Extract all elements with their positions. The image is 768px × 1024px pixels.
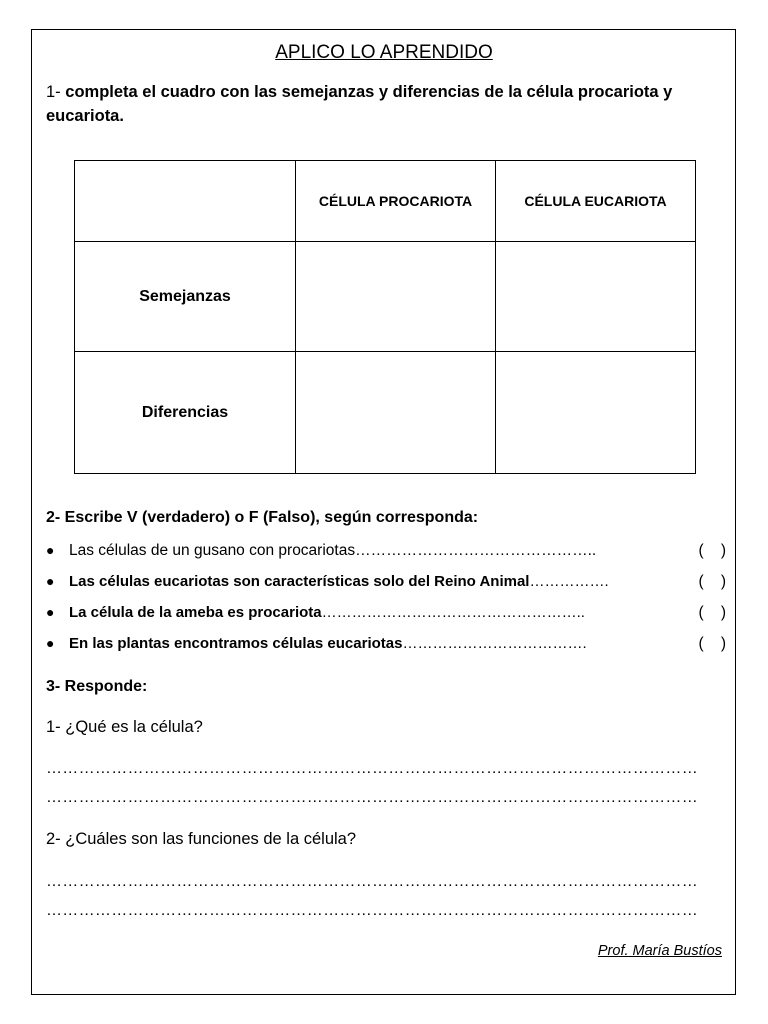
cell-semejanzas-eucariota[interactable] (496, 242, 696, 352)
true-false-list (46, 542, 726, 666)
teacher-signature: Prof. María Bustíos (597, 943, 722, 959)
bullet-icon: ● (46, 604, 55, 620)
item-text-bold: Las células eucariotas son características solo del Reino Animal (69, 573, 530, 590)
item-dots: ……………. (529, 573, 609, 590)
list-item (46, 635, 726, 666)
bullet-icon: ● (46, 635, 55, 651)
bullet-icon: ● (46, 573, 55, 589)
page-title: APLICO LO APRENDIDO (275, 42, 493, 63)
item-dots: ………………………………. (402, 635, 587, 652)
answer-blank[interactable]: ( ) (698, 542, 726, 559)
question-1-number: 1- (46, 83, 61, 101)
row-label-diferencias: Diferencias (75, 352, 296, 474)
answer-line[interactable]: ………………………………………………………………………………………………………… (46, 873, 698, 890)
comparison-table (74, 160, 696, 474)
cell-semejanzas-procariota[interactable] (296, 242, 496, 352)
question-3-heading: 3- Responde: (46, 678, 148, 695)
question-1-text: completa el cuadro con las semejanzas y diferencias de la célula procariota y eucariota. (46, 83, 673, 125)
answer-line[interactable]: ………………………………………………………………………………………………………… (46, 789, 698, 806)
header-procariota: CÉLULA PROCARIOTA (296, 161, 496, 242)
question-1 (46, 80, 726, 128)
item-text-bold: En las plantas encontramos células eucariotas (69, 635, 403, 652)
item-dots: …………………………………………….. (321, 604, 585, 621)
item-dots: ……………………………………….. (355, 542, 597, 559)
table-corner-cell (75, 161, 296, 242)
cell-diferencias-procariota[interactable] (296, 352, 496, 474)
item-text: Las células de un (69, 542, 194, 559)
list-item (46, 604, 726, 635)
question-2-heading: 2- Escribe V (verdadero) o F (Falso), según corresponda: (46, 509, 479, 526)
answer-line[interactable]: ………………………………………………………………………………………………………… (46, 760, 698, 777)
item-text-bold: La célula de la ameba es procariota (69, 604, 322, 621)
sub-question-2: 2- ¿Cuáles son las funciones de la célula? (46, 830, 357, 848)
answer-blank[interactable]: ( ) (698, 604, 726, 621)
item-text-bold: gusano con procariotas (193, 542, 356, 559)
cell-diferencias-eucariota[interactable] (496, 352, 696, 474)
header-eucariota: CÉLULA EUCARIOTA (496, 161, 696, 242)
table-header-row (75, 161, 696, 242)
answer-blank[interactable]: ( ) (698, 573, 726, 590)
row-label-semejanzas: Semejanzas (75, 242, 296, 352)
list-item (46, 542, 726, 573)
bullet-icon: ● (46, 542, 55, 558)
table-row (75, 352, 696, 474)
list-item (46, 573, 726, 604)
answer-line[interactable]: ………………………………………………………………………………………………………… (46, 902, 698, 919)
table-row (75, 242, 696, 352)
sub-question-1: 1- ¿Qué es la célula? (46, 718, 203, 736)
answer-blank[interactable]: ( ) (698, 635, 726, 652)
